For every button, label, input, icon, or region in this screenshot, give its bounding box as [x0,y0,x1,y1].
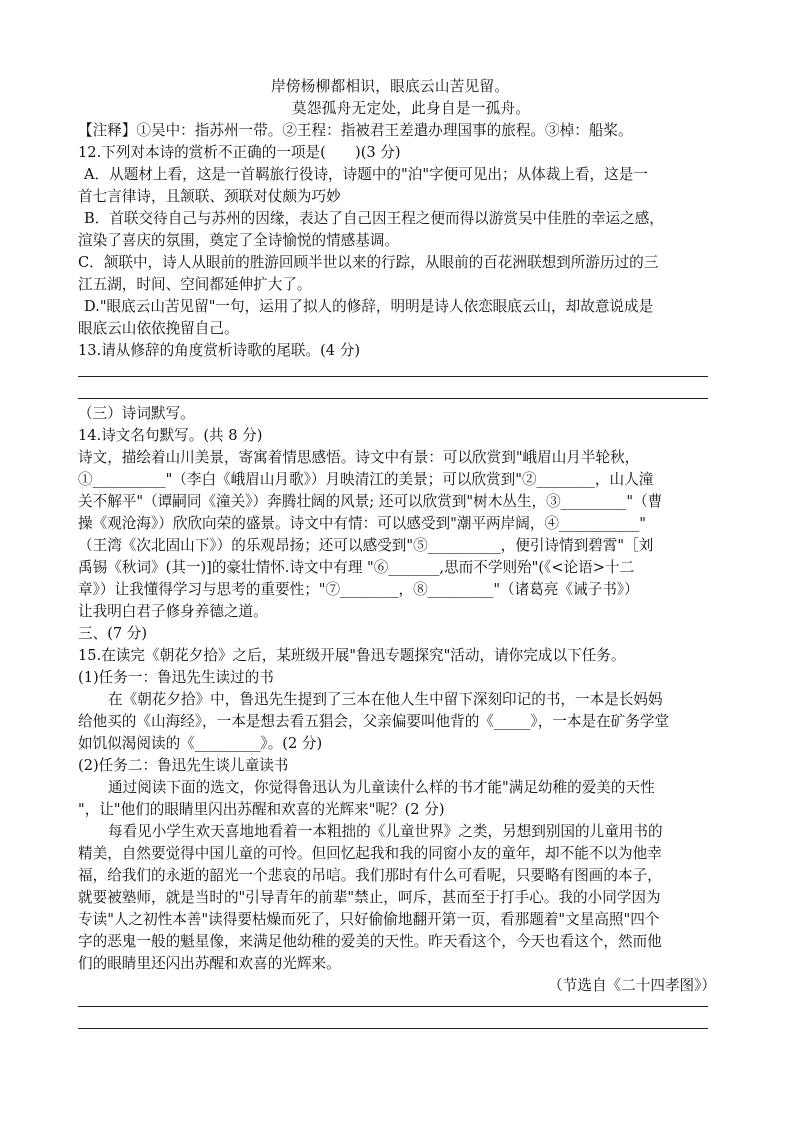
q15-task1-line-2: 给他买的《山海经》，一本是想去看五猖会，父亲偏要叫他背的《_____》，一本是在矿务学堂 [78,713,670,730]
q13-stem: 13.请从修辞的角度赏析诗歌的尾联。(4 分) [78,342,361,359]
q12-option-a-cont: 首七言律诗，且颔联、颈联对仗颇为巧妙 [78,188,341,205]
q12-option-c: C．颔联中，诗人从眼前的胜游回顾半世以来的行踪，从眼前的百花洲联想到所游历过的三 [78,254,659,271]
excerpt-line-3: 福，给我们的永逝的韶光一个悲哀的吊唁。我们那时有什么可看呢，只要略有图画的本子， [78,867,662,884]
excerpt-line-4: 就要被塾师，就是当时的"引导青年的前辈"禁止，呵斥，甚而至于打手心。我的小同学因为 [78,889,661,906]
q12-option-d: D."眼底云山苦见留"一句，运用了拟人的修辞，明明是诗人依恋眼底云山，却故意说成是 [84,298,654,315]
q14-line-3: 关不解平"（谭嗣同《潼关》）奔腾壮阔的风景; 还可以欣赏到"树木丛生，③_________"（曹 [78,493,663,510]
q14-line-5: （王湾《次北固山下》）的乐观昂扬；还可以感受到"⑤__________，便引诗情到碧霄"［刘 [78,537,654,554]
poem-line-1: 岸傍杨柳都相识，眼底云山苦见留。 [271,78,510,95]
poem-line-2: 莫怨孤舟无定处，此身自是一孤舟。 [292,100,531,117]
q15-answer-line-2[interactable] [78,1028,708,1029]
q12-option-b-cont: 渲染了喜庆的氛围，奠定了全诗愉悦的情感基调。 [78,232,400,249]
q14-line-2: ①__________"（李白《峨眉山月歌》）月映清江的美景；可以欣赏到"②________，山人潼 [78,471,654,488]
q14-line-4: 操《观沧海》）欣欣向荣的盛景。诗文中有情：可以感受到"潮平两岸阔，④___________" [78,515,646,532]
q14-line-7: 章》）让我懂得学习与思考的重要性；"⑦________，⑧_________"（诸葛亮《诫子书》） [78,581,639,598]
q13-answer-line-1[interactable] [78,376,708,377]
q15-task1-title: (1)任务一：鲁迅先生读过的书 [78,669,274,686]
q15-task2-line-2: "，让"他们的眼睛里闪出苏醒和欢喜的光辉来"呢？(2 分) [78,801,445,818]
excerpt-source: （节选自《二十四孝图》） [548,977,716,994]
q14-title: 14.诗文名句默写。(共 8 分) [78,427,263,444]
excerpt-line-1: 每看见小学生欢天喜地地看着一本粗拙的《儿童世界》之类，另想到别国的儿童用书的 [108,823,663,840]
poem-note: 【注释】①吴中：指苏州一带。②王程：指被君王差遣办理国事的旅程。③棹：船桨。 [78,122,633,139]
q14-line-1: 诗文，描绘着山川美景，寄寓着情思感悟。诗文中有景：可以欣赏到"峨眉山月半轮秋， [78,449,640,466]
q15-task2-title: (2)任务二：鲁迅先生谈儿童读书 [78,757,289,774]
q12-stem: 12.下列对本诗的赏析不正确的一项是( )(3 分) [78,144,401,161]
q13-answer-line-2[interactable] [78,398,708,399]
excerpt-line-5: 专读"人之初性本善"读得要枯燥而死了，只好偷偷地翻开第一页，看那题着"文星高照"四个 [78,911,660,928]
q15-task1-line-1: 在《朝花夕拾》中，鲁迅先生提到了三本在他人生中留下深刻印记的书，一本是长妈妈 [108,691,663,708]
part-three-heading: 三、(7 分) [78,625,148,642]
q15-answer-line-1[interactable] [78,1006,708,1007]
q15-task1-line-3: 如饥似渴阅读的《_________》。(2 分) [78,735,323,752]
excerpt-line-7: 们的眼睛里还闪出苏醒和欢喜的光辉来。 [78,955,341,972]
q14-line-8: 让我明白君子修身养德之道。 [78,603,268,620]
q12-option-c-cont: 江五湖，时间、空间都延伸扩大了。 [78,276,312,293]
q15-task2-line-1: 通过阅读下面的选文，你觉得鲁迅认为儿童读什么样的书才能"满足幼稚的爱美的天性 [108,779,655,796]
q12-option-b: B．首联交待自己与苏州的因缘，表达了自己因王程之便而得以游赏吴中佳胜的幸运之感， [84,210,664,227]
q12-option-d-cont: 眼底云山依依挽留自己。 [78,320,239,337]
q14-line-6: 禹锡《秋词》(其一)]的豪壮情怀.诗文中有理 "⑥_______,思而不学则殆"(《<论语>十二 [78,559,635,576]
section-heading-poetry-recitation: （三）诗词默写。 [78,405,195,422]
excerpt-line-2: 精美，自然要觉得中国儿童的可怜。但回忆起我和我的同窗小友的童年，却不能不以为他幸 [78,845,662,862]
q15-intro: 15.在读完《朝花夕拾》之后，某班级开展"鲁迅专题探究"活动，请你完成以下任务。 [78,647,626,664]
q12-option-a: A．从题材上看，这是一首羁旅行役诗，诗题中的"泊"字便可见出；从体裁上看，这是一 [84,166,648,183]
excerpt-line-6: 字的恶鬼一般的魁星像，来满足他幼稚的爱美的天性。昨天看这个，今天也看这个，然而他 [78,933,662,950]
